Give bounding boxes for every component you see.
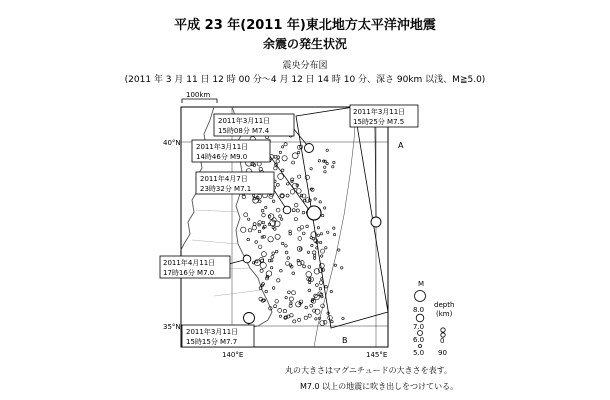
aftershock-epicenter — [308, 314, 311, 317]
aftershock-epicenter — [296, 189, 301, 194]
lon-label-145: 145°E — [366, 351, 388, 359]
lat-label-35: 35°N — [163, 323, 181, 331]
callout-detail: 15時15分 M7.7 — [186, 338, 238, 346]
callout-detail: 15時08分 M7.4 — [218, 127, 270, 135]
aftershock-epicenter — [287, 257, 290, 260]
aftershock-epicenter — [244, 213, 248, 217]
aftershock-epicenter — [268, 237, 273, 242]
legend-m-title: M — [418, 280, 425, 288]
callout-m77 — [182, 325, 254, 347]
aftershock-epicenter — [310, 304, 313, 307]
epicenter-m75 — [371, 217, 381, 227]
aftershock-epicenter — [282, 156, 287, 161]
aftershock-epicenter — [319, 281, 323, 285]
callout-m90 — [192, 140, 270, 162]
aftershock-epicenter — [297, 151, 299, 153]
legend-mag-7: 7.0 — [413, 323, 425, 331]
aftershock-epicenter — [300, 261, 304, 265]
footnote-callouts: M7.0 以上の地震に吹き出しをつけている。 — [300, 382, 459, 391]
aftershock-epicenter — [338, 249, 340, 251]
aftershock-epicenter — [269, 215, 271, 217]
aftershock-epicenter — [265, 277, 268, 280]
aftershock-epicenter — [285, 251, 288, 254]
section-label-b: B — [342, 336, 348, 345]
aftershock-epicenter — [292, 153, 298, 159]
aftershock-epicenter — [326, 162, 328, 164]
callout-m70 — [160, 256, 230, 278]
aftershock-epicenter — [306, 225, 309, 228]
aftershock-epicenter — [333, 233, 335, 235]
aftershock-epicenter — [322, 214, 324, 216]
callout-date: 2011年3月11日 — [353, 108, 406, 116]
aftershock-epicenter — [342, 317, 344, 319]
aftershock-epicenter — [311, 244, 313, 246]
legend-mag-5: 5.0 — [413, 349, 425, 357]
aftershock-epicenter — [274, 305, 277, 308]
aftershock-epicenter — [285, 245, 288, 248]
aftershock-epicenter — [325, 247, 327, 249]
callout-m71 — [196, 172, 274, 194]
legend-mag-6: 6.0 — [413, 336, 425, 344]
period-range: (2011 年 3 月 11 日 12 時 00 分～4 月 12 日 14 時 10 分、深さ 90km 以浅、M≧5.0) — [124, 75, 486, 85]
aftershock-epicenter — [272, 252, 275, 255]
aftershock-epicenter — [283, 309, 286, 312]
callout-m74 — [214, 114, 294, 136]
aftershock-epicenter — [272, 226, 274, 228]
legend-mag-8: 8.0 — [413, 306, 425, 314]
aftershock-epicenter — [313, 251, 316, 254]
aftershock-epicenter — [331, 320, 333, 322]
aftershock-epicenter — [280, 269, 283, 272]
lon-label-140: 140°E — [222, 351, 244, 359]
aftershock-epicenter — [334, 264, 336, 266]
page-subtitle: 余震の発生状況 — [262, 37, 347, 51]
aftershock-epicenter — [261, 252, 266, 257]
aftershock-epicenter — [297, 227, 301, 231]
aftershock-epicenter — [310, 168, 312, 170]
legend-depth-title: depth — [434, 301, 455, 309]
callout-m75 — [350, 105, 418, 127]
aftershock-epicenter — [281, 242, 284, 245]
aftershock-epicenter — [276, 160, 279, 163]
aftershock-epicenter — [308, 266, 311, 269]
aftershock-epicenter — [289, 304, 292, 307]
aftershock-epicenter — [290, 314, 293, 317]
aftershock-epicenter — [317, 227, 319, 229]
aftershock-epicenter — [278, 174, 284, 180]
epicenter-m70 — [243, 255, 251, 263]
aftershock-epicenter — [319, 241, 321, 243]
aftershock-epicenter — [272, 287, 275, 290]
callout-detail: 15時25分 M7.5 — [353, 118, 405, 126]
legend-depth-symbol-90 — [441, 333, 445, 337]
scale-label: 100km — [186, 91, 211, 99]
callout-date: 2011年4月7日 — [200, 175, 248, 183]
aftershock-epicenter — [310, 237, 312, 239]
legend-depth-symbol-0 — [441, 328, 445, 332]
aftershock-epicenter — [319, 263, 324, 268]
aftershock-epicenter — [308, 289, 311, 292]
aftershock-epicenter — [290, 190, 295, 195]
callout-date: 2011年3月11日 — [186, 328, 239, 336]
aftershock-epicenter — [278, 308, 282, 312]
aftershock-epicenter — [326, 149, 328, 151]
aftershock-epicenter — [260, 262, 266, 268]
aftershock-epicenter — [271, 255, 274, 258]
aftershock-epicenter — [275, 250, 278, 253]
aftershock-epicenter — [298, 318, 301, 321]
aftershock-epicenter — [321, 249, 325, 253]
aftershock-epicenter — [315, 318, 317, 320]
aftershock-epicenter — [275, 234, 280, 239]
aftershock-epicenter — [320, 321, 325, 326]
aftershock-epicenter — [279, 315, 281, 317]
aftershock-epicenter — [259, 167, 262, 170]
map-title: 震央分布図 — [282, 61, 328, 71]
aftershock-epicenter — [305, 306, 308, 309]
aftershock-epicenter — [277, 279, 280, 282]
aftershock-epicenter — [314, 198, 316, 200]
aftershock-epicenter — [294, 218, 297, 221]
aftershock-epicenter — [292, 291, 296, 295]
epicenter-m77 — [244, 313, 255, 324]
page-title: 平成 23 年(2011 年)東北地方太平洋沖地震 — [174, 18, 436, 33]
aftershock-epicenter — [281, 146, 283, 148]
callout-date: 2011年3月11日 — [218, 117, 271, 125]
callout-detail: 23時32分 M7.1 — [200, 185, 252, 193]
aftershock-epicenter — [248, 229, 251, 232]
aftershock-epicenter — [289, 297, 293, 301]
aftershock-epicenter — [302, 211, 305, 214]
aftershock-epicenter — [319, 287, 322, 290]
aftershock-epicenter — [279, 151, 281, 153]
aftershock-epicenter — [319, 201, 321, 203]
aftershock-epicenter — [288, 291, 291, 294]
legend-mag-symbol-7 — [416, 314, 424, 322]
aftershock-epicenter — [281, 218, 283, 220]
legend-mag-symbol-5 — [419, 345, 422, 348]
callout-detail: 17時16分 M7.0 — [163, 269, 215, 277]
aftershock-epicenter — [327, 231, 329, 233]
aftershock-epicenter — [306, 272, 312, 278]
aftershock-epicenter — [324, 166, 326, 168]
callout-date: 2011年3月11日 — [196, 143, 249, 151]
aftershock-epicenter — [341, 267, 343, 269]
aftershock-epicenter — [272, 200, 275, 203]
aftershock-epicenter — [286, 194, 289, 197]
epicenter-m90 — [307, 206, 321, 220]
aftershock-epicenter — [257, 162, 261, 166]
aftershock-epicenter — [255, 260, 258, 263]
aftershock-epicenter — [252, 194, 254, 196]
aftershock-epicenter — [325, 285, 328, 288]
aftershock-epicenter — [248, 218, 250, 220]
legend-mag-symbol-8 — [415, 291, 426, 302]
aftershock-epicenter — [276, 208, 280, 212]
aftershock-epicenter — [316, 284, 319, 287]
callout-detail: 14時46分 M9.0 — [196, 153, 248, 161]
lat-label-40: 40°N — [163, 139, 181, 147]
aftershock-epicenter — [324, 207, 326, 209]
aftershock-epicenter — [276, 183, 279, 186]
aftershock-epicenter — [265, 290, 268, 293]
aftershock-epicenter — [290, 302, 292, 304]
aftershock-epicenter — [303, 265, 306, 268]
aftershock-epicenter — [320, 233, 322, 235]
aftershock-epicenter — [252, 226, 256, 230]
epicenter-m74 — [305, 144, 314, 153]
aftershock-epicenter — [318, 160, 320, 162]
section-label-a: A — [398, 141, 404, 150]
aftershock-epicenter — [279, 215, 282, 218]
aftershock-epicenter — [270, 267, 272, 269]
aftershock-epicenter — [241, 227, 246, 232]
scale-bar — [182, 99, 217, 103]
aftershock-epicenter — [330, 290, 332, 292]
aftershock-epicenter — [332, 166, 334, 168]
aftershock-epicenter — [281, 169, 284, 172]
callout-date: 2011年4月11日 — [163, 259, 216, 267]
aftershock-epicenter — [258, 245, 262, 249]
legend-mag-symbol-6 — [418, 331, 423, 336]
aftershock-epicenter — [247, 238, 250, 241]
aftershock-epicenter — [302, 232, 305, 235]
aftershock-epicenter — [292, 161, 295, 164]
aftershock-epicenter — [242, 195, 245, 198]
aftershock-epicenter — [298, 175, 301, 178]
aftershock-epicenter — [324, 171, 326, 173]
aftershock-epicenter — [333, 161, 335, 163]
aftershock-epicenter — [274, 155, 277, 158]
aftershock-epicenter — [253, 223, 256, 226]
aftershock-epicenter — [328, 316, 333, 321]
aftershock-epicenter — [285, 296, 287, 298]
aftershock-epicenter — [262, 221, 265, 224]
aftershock-epicenter — [321, 255, 323, 257]
aftershock-epicenter — [281, 194, 284, 197]
footnote-size: 丸の大きさはマグニチュードの大きさを表す。 — [285, 366, 452, 375]
aftershock-epicenter — [292, 272, 295, 275]
aftershock-epicenter — [293, 320, 296, 323]
aftershock-epicenter — [265, 206, 267, 208]
aftershock-epicenter — [287, 183, 290, 186]
aftershock-epicenter — [258, 230, 261, 233]
aftershock-epicenter — [258, 200, 261, 203]
legend — [413, 280, 454, 357]
epicenter-m71 — [283, 206, 291, 214]
aftershock-epicenter — [284, 143, 287, 146]
aftershock-epicenter — [292, 209, 295, 212]
aftershock-epicenter — [313, 254, 315, 256]
aftershock-epicenter — [274, 167, 277, 170]
aftershock-epicenter — [317, 234, 319, 236]
aftershock-epicenter — [307, 251, 309, 253]
aftershock-epicenter — [299, 248, 301, 250]
aftershock-epicenter — [304, 316, 307, 319]
aftershock-epicenter — [294, 203, 298, 207]
aftershock-epicenter — [255, 241, 258, 244]
legend-depth-unit: (km) — [436, 310, 453, 318]
aftershock-epicenter — [333, 227, 335, 229]
aftershock-epicenter — [261, 209, 264, 212]
aftershock-epicenter — [296, 209, 299, 212]
legend-depth-90: 90 — [438, 349, 447, 357]
aftershock-epicenter — [286, 262, 290, 266]
aftershock-epicenter — [266, 271, 272, 277]
aftershock-epicenter — [262, 213, 266, 217]
aftershock-epicenter — [291, 180, 293, 182]
aftershock-epicenter — [260, 269, 263, 272]
aftershock-epicenter — [277, 156, 280, 159]
legend-depth-0: 0 — [440, 337, 445, 345]
aftershock-epicenter — [275, 300, 279, 304]
aftershock-epicenter — [298, 237, 302, 241]
aftershock-epicenter — [313, 257, 315, 259]
